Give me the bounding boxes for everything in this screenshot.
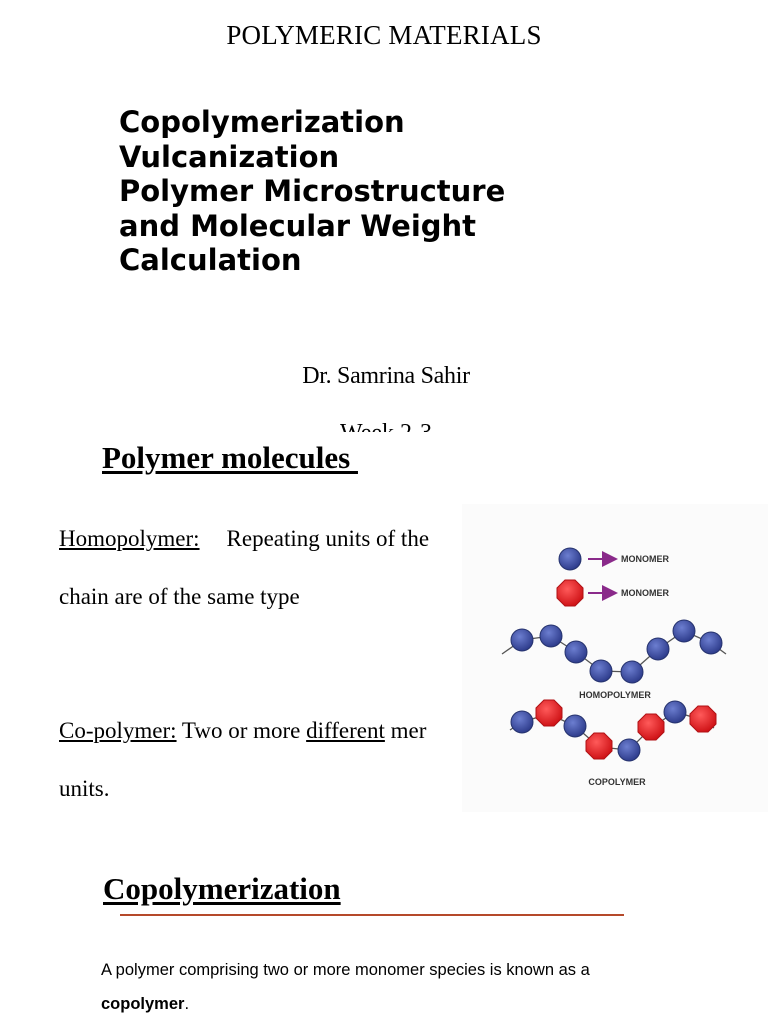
copolymer-description-end: mer	[390, 718, 427, 743]
homopolymer-line-1	[59, 526, 429, 552]
topic-list	[119, 105, 505, 278]
homopolymer-line-2: chain are of the same type	[59, 584, 300, 609]
legend-label: MONOMER	[621, 588, 669, 598]
section-heading: Copolymerization	[103, 871, 341, 906]
homopolymer-term: Homopolymer:	[59, 526, 200, 551]
author-name: Dr. Samrina Sahir	[302, 363, 470, 389]
different-word: different	[306, 718, 385, 743]
topic-item: Copolymerization	[119, 105, 405, 139]
topic-item: Polymer Microstructure	[119, 174, 506, 208]
heading-rule	[120, 914, 624, 916]
topic-item: Vulcanization	[119, 139, 340, 174]
copolymer-label: COPOLYMER	[588, 777, 646, 787]
definition-text: A polymer comprising two or more monomer species is known as a	[101, 961, 590, 979]
definition-term: copolymer	[101, 995, 185, 1013]
legend-red-monomer	[557, 580, 669, 606]
copolymer-chain	[510, 700, 716, 787]
copolymerization-slide	[0, 848, 768, 1024]
title-slide	[0, 0, 768, 432]
blue-monomer-icon	[559, 548, 581, 570]
polymer-diagram-svg	[462, 504, 768, 812]
copolymer-line-2: units.	[59, 776, 110, 801]
section-heading: Polymer molecules	[102, 440, 358, 475]
polymer-molecules-slide	[0, 432, 768, 848]
legend-blue-monomer	[559, 548, 669, 570]
definition-paragraph	[101, 953, 661, 1021]
homopolymer-chain	[502, 620, 726, 700]
red-monomer-icon	[557, 580, 583, 606]
topic-item: and Molecular Weight	[119, 208, 477, 243]
legend-label: MONOMER	[621, 554, 669, 564]
topic-item: Calculation	[119, 243, 302, 277]
homopolymer-label: HOMOPOLYMER	[579, 690, 651, 700]
definition-end: .	[184, 995, 190, 1013]
copolymer-term: Co-polymer:	[59, 718, 177, 743]
homopolymer-description: Repeating units of the	[226, 526, 430, 551]
copolymer-line-1	[59, 718, 426, 744]
polymer-diagram	[462, 504, 768, 812]
document-title: POLYMERIC MATERIALS	[226, 20, 542, 50]
copolymer-description: Two or more	[181, 718, 301, 743]
